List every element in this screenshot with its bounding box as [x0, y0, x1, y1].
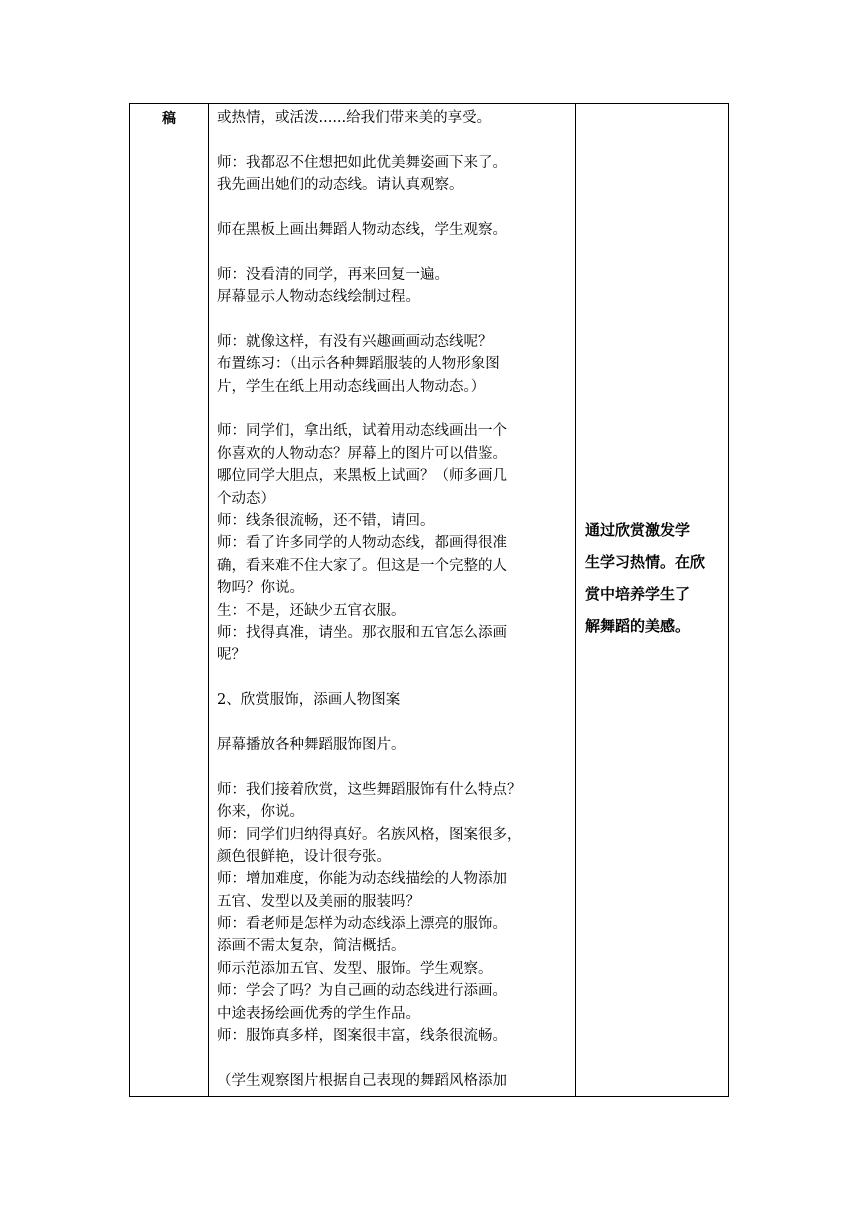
content-line: 我先画出她们的动态线。请认真观察。: [217, 177, 464, 194]
blank-line: [217, 712, 569, 734]
content-line: 添画不需太复杂，简洁概括。: [217, 938, 406, 955]
content-line: 2、欣赏服饰，添画人物图案: [217, 692, 401, 709]
content-line: 师：服饰真多样，图案很丰富，线条很流畅。: [217, 1028, 507, 1045]
content-line: 师：我都忍不住想把如此优美舞姿画下来了。: [217, 154, 507, 171]
row-label: 稿: [162, 111, 176, 127]
notes-line: 赏中培养学生了: [585, 585, 691, 603]
blank-line: [217, 129, 569, 151]
content-line: 中途表扬绘画优秀的学生作品。: [217, 1005, 420, 1022]
content-line: 屏幕播放各种舞蹈服饰图片。: [217, 736, 406, 753]
blank-line: [217, 398, 569, 420]
table-row: [130, 104, 729, 1097]
content-line: （学生观察图片根据自己表现的舞蹈风格添加: [217, 1072, 507, 1089]
notes-line: 生学习热情。在欣: [585, 553, 706, 571]
design-intent-text: [576, 514, 728, 642]
content-line: 师：同学们，拿出纸，试着用动态线画出一个: [217, 423, 507, 440]
content-line: 生：不是，还缺少五官衣服。: [217, 602, 406, 619]
teaching-process-text: [217, 107, 569, 1092]
content-line: 师：没看清的同学，再来回复一遍。: [217, 266, 449, 283]
content-line: 你喜欢的人物动态？屏幕上的图片可以借鉴。: [217, 445, 507, 462]
teaching-process-cell: [209, 104, 576, 1097]
design-intent-cell: [576, 104, 729, 1097]
content-line: 师：就像这样，有没有兴趣画画动态线呢？: [217, 333, 493, 350]
blank-line: [217, 667, 569, 689]
content-line: 或热情，或活泼......给我们带来美的享受。: [217, 110, 492, 126]
content-line: 物吗？你说。: [217, 580, 304, 597]
content-line: 片，学生在纸上用动态线画出人物动态。）: [217, 378, 486, 395]
content-line: 师：找得真准，请坐。那衣服和五官怎么添画: [217, 624, 507, 641]
notes-line: 通过欣赏激发学: [585, 521, 691, 539]
content-line: 师：我们接着欣赏，这些舞蹈服饰有什么特点？: [217, 781, 522, 798]
content-line: 师：线条很流畅，还不错，请回。: [217, 513, 435, 530]
lesson-plan-table: [129, 103, 729, 1097]
content-line: 师：增加难度，你能为动态线描绘的人物添加: [217, 871, 507, 888]
content-line: 屏幕显示人物动态线绘制过程。: [217, 289, 420, 306]
content-line: 呢？: [217, 647, 246, 664]
content-line: 你来，你说。: [217, 804, 304, 821]
content-line: 颜色很鲜艳，设计很夸张。: [217, 848, 391, 865]
content-line: 师：看了许多同学的人物动态线，都画得很准: [217, 535, 507, 552]
content-line: 确，看来难不住大家了。但这是一个完整的人: [217, 557, 507, 574]
content-line: 布置练习：（出示各种舞蹈服装的人物形象图: [217, 356, 500, 373]
notes-line: 解舞蹈的美感。: [585, 617, 691, 635]
blank-line: [217, 1047, 569, 1069]
content-line: 师在黑板上画出舞蹈人物动态线，学生观察。: [217, 221, 507, 238]
row-label-cell: [130, 104, 209, 1097]
content-line: 五官、发型以及美丽的服装吗？: [217, 893, 420, 910]
blank-line: [217, 197, 569, 219]
blank-line: [217, 309, 569, 331]
content-line: 个动态）: [217, 490, 275, 507]
blank-line: [217, 241, 569, 263]
content-line: 哪位同学大胆点，来黑板上试画？（师多画几: [217, 468, 507, 485]
content-line: 师：看老师是怎样为动态线添上漂亮的服饰。: [217, 916, 507, 933]
content-line: 师：同学们归纳得真好。名族风格，图案很多，: [217, 826, 522, 843]
blank-line: [217, 756, 569, 778]
content-line: 师示范添加五官、发型、服饰。学生观察。: [217, 960, 493, 977]
content-line: 师：学会了吗？为自己画的动态线进行添画。: [217, 983, 507, 1000]
